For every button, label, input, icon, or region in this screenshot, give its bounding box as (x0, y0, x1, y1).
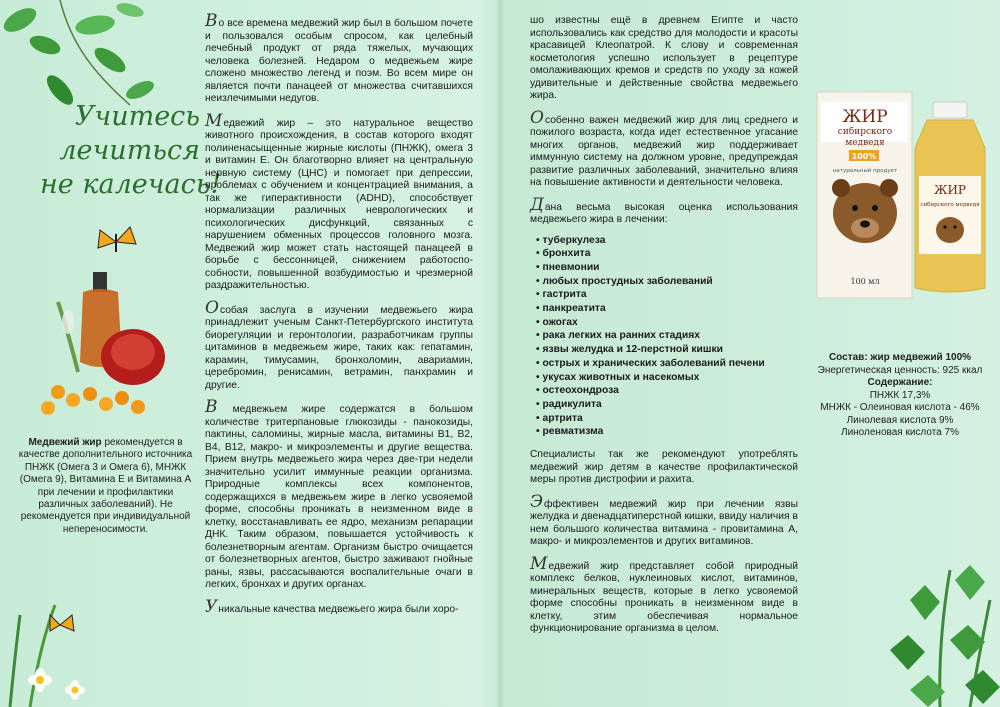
paragraph-text: собая заслуга в изучении медвежьего жира принадлежит ученым Санкт-Петербургского института биорегуляции и геронтологии, разработчикам группы цитаминов в медвежьем жире, таких как: гепатамин, карамин, тимусамин, бронхоломин, авариамин, церебромин, ренисамин, ветрамин, панхрамин и другие. (205, 304, 473, 391)
paragraph (205, 11, 473, 106)
paragraph: шо известны ещё в древнем Египте и часто использовались как средство для молодости и красоты красавицей Клеопатрой. К слову и современная косметология успешно использует в рецептуре омолаживающих кремов и средств по уходу за кожей удивительные и действенные свойства медвежьего жира. (530, 15, 798, 101)
butterfly-small-icon (50, 615, 74, 631)
left-note-text: рекомендуется в качестве дополнительного источника ПНЖК (Омега 3 и Омега 6), МНЖК (Омега 9), Витамина Е и Витамина А при лечении и профилактики различных заболеваний). Не рекомендуется при индивидуальной непереносимости. (18, 437, 193, 535)
page-fold (496, 0, 504, 707)
list-item: • рака легких на ранних стадиях (536, 329, 798, 343)
drop-cap: М (530, 553, 548, 574)
paragraph (530, 194, 798, 227)
list-item: • туберкулеза (536, 234, 798, 248)
list-item: • остеохондроза (536, 384, 798, 398)
drop-cap: Д (530, 194, 544, 215)
slogan (40, 100, 222, 202)
paragraph-text: о все времена медвежий жир был в большом почете и пользовался особым спросом, как целебный лечебный продукт от ряда тяжелых, мучающих человека болезней. Недаром о медвежьем жире сложено множество легенд и поэм. Во всем мире он является почти панацеей от множества считавшихся неизлечимыми недугов. (205, 18, 473, 104)
drop-cap: Э (530, 491, 544, 512)
list-item: • радикулита (536, 398, 798, 412)
composition-block (800, 352, 1000, 440)
paragraph-text: ана весьма высокая оценка использования медвежьего жира в лечении: (530, 201, 798, 225)
paragraph (530, 553, 798, 636)
list-item: • гастрита (536, 288, 798, 302)
slogan-line-1: Учитесь (74, 101, 200, 132)
left-note-bold: Медвежий жир (28, 437, 102, 448)
bottles-image (38, 222, 188, 422)
disease-list (536, 234, 798, 440)
list-item: • панкреатита (536, 302, 798, 316)
box-sub1: сибирского (837, 127, 893, 137)
left-recommendation (18, 437, 193, 536)
product-image (815, 88, 995, 306)
drop-cap: У (205, 596, 218, 617)
list-item: • любых простудных заболеваний (536, 275, 798, 289)
composition-title: Состав: жир медвежий 100% (828, 352, 972, 363)
slogan-line-3: не калечась! (40, 169, 222, 200)
paragraph (530, 491, 798, 549)
bear-icon (832, 179, 898, 243)
composition-contents-label: Содержание: (867, 377, 933, 388)
flowers-decoration (0, 585, 110, 707)
paragraph-text: едвежий жир представляет собой природный комплекс белков, нуклеиновых кислот, витаминов, минеральных веществ, которые в легко усвояемой форме способны проникать в неизменном виде в клетку, этим обеспечивая нормальное функционирование организма в целом. (530, 560, 798, 635)
slogan-line-2: лечиться (59, 135, 200, 166)
drop-cap: О (205, 297, 219, 318)
paragraph (205, 110, 473, 293)
list-item: • артрита (536, 412, 798, 426)
paragraph-text: едвежий жир – это натуральное вещество животного происхождения, в состав которого входят полиненасыщенные жирные кислоты (ПНЖК), омега 3 и витамин Е. Он благотворно влияет на центральную нервную систему (ЦНС) и помогает при депрессии, проблемах с обучением и концентрацией внимания, а так же гиперактивности (ADHD), способствует нормализации различных неврологических и психологических дисфункций, связанных с нарушением обменных процессов головного мозга. Медвежий жир может стать настоящей панацеей в борьбе с бессонницей, снижением работоспо-собности, повышенной возбудимостью и чрезмерной раздражительностью. (205, 117, 473, 291)
drop-cap: В (205, 11, 218, 31)
butterfly-icon (98, 227, 136, 252)
composition-line: ПНЖК 17,3% (869, 389, 931, 401)
box-badge: 100% (851, 152, 877, 161)
drop-cap: М (205, 110, 223, 131)
paragraph (205, 596, 473, 617)
list-item: • укусах животных и насекомых (536, 371, 798, 385)
box-sub2: медведя (845, 138, 885, 148)
composition-line: Линоленовая кислота 7% (841, 427, 959, 438)
product-bottle (915, 102, 985, 292)
paragraph (530, 107, 798, 190)
composition-line: Линолевая кислота 9% (846, 414, 954, 426)
paragraph: Специалисты так же рекомендуют употреблять медвежий жир детям в качестве профилактической меры против дистрофии и рахита. (530, 449, 798, 486)
bottle-sub: сибирского медведя (920, 202, 980, 208)
list-item: • пневмонии (536, 261, 798, 275)
list-item: • ожогах (536, 316, 798, 330)
list-item: • язвы желудка и 12-перстной кишки (536, 343, 798, 357)
composition-line: МНЖК - Олеиновая кислота - 46% (820, 402, 980, 413)
list-item: • острых и хранических заболеваний печени (536, 357, 798, 371)
text-column-1 (205, 11, 473, 625)
drop-cap: В (205, 397, 218, 417)
box-natural: натуральный продукт (832, 168, 898, 174)
list-item: • бронхита (536, 247, 798, 261)
box-title: ЖИР (842, 107, 888, 127)
text-column-2 (530, 15, 798, 645)
paragraph-text: медвежьем жире содержатся в большом количестве тритерпановые глюкозиды - панокозиды, пактины, саломины, жирные масла, витамины В1, В2, В4, В12, макро- и микроэлементы и другие вещества. Прием внутрь медвежьего жира через две-три недели значительно усилит иммунные реакции организма. Природные комплексы всех компонентов, содержащихся в медвежьем жире в легко усвояемой форме, способны проникать в неизменном виде в клетку, восстанавливать ее ядро, механизм репарации ДНК. Таким образом, повышается устойчивость к болезнетворным агентам. Организм быстро очищается от болезнетворных агентов, быстро заживают гнойные раны, язвы, рассасываются воспалительные очаги в легких, бронхах и других органах. (205, 404, 473, 590)
nettle-plant-decoration (870, 540, 1000, 707)
paragraph (205, 297, 473, 393)
paragraph-text: никальные качества медвежьего жира были хоро- (218, 603, 459, 615)
paragraph (205, 397, 473, 592)
composition-energy: Энергетическая ценность: 925 ккал (817, 364, 983, 376)
list-item: • ревматизма (536, 425, 798, 439)
paragraph-text: собенно важен медвежий жир для лиц среднего и пожилого возраста, когда идет естественное угасание многих органов, медвежий жир поддерживает иммунную систему на должном уровне, предупреждая развитие различных заболеваний, значительно влияя на повышение активности и деятельности человека. (530, 114, 798, 188)
product-box (817, 92, 912, 298)
bottle-title: ЖИР (933, 183, 967, 197)
paragraph-text: ффективен медвежий жир при лечении язвы желудка и двенадцатиперстной кишки, ввиду наличия в нем большого количества витамина - провитамина А, макро- и микроэлементов и других витаминов. (530, 498, 798, 548)
box-volume: 100 мл (850, 277, 880, 286)
drop-cap: О (530, 107, 544, 128)
